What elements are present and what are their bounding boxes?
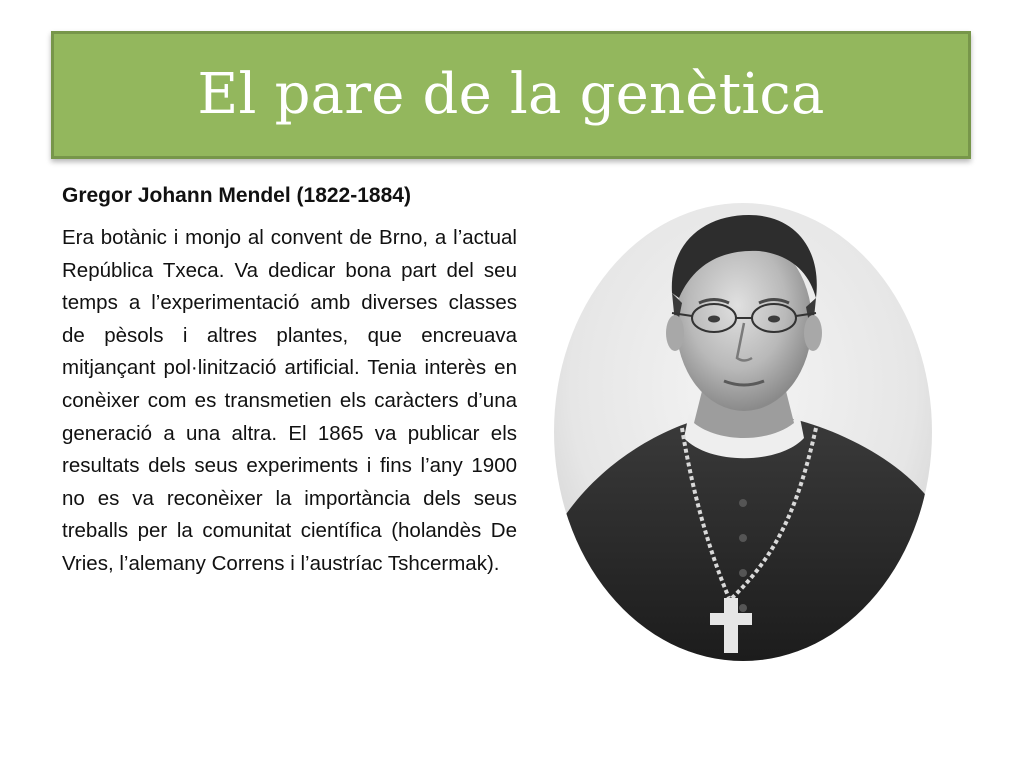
body-paragraph: Era botànic i monjo al convent de Brno, a l’actual República Txeca. Va dedicar bona part del seu temps a l’experimentació amb diverses classes de pèsols i altres plantes, que encreuava mitjançant pol·linització artificial. Tenia interès en conèixer com es transmetien els caràcters d’una generació a una altra. El 1865 va publicar els resultats dels seus experiments i fins l’any 1900 no es va reconèixer la importància dels seus treballs per la comunitat científica (holandès De Vries, l’alemany Correns i l’austríac Tshcermak). bbox=[62, 226, 517, 575]
subtitle: Gregor Johann Mendel (1822-1884) bbox=[62, 184, 411, 207]
portrait-image bbox=[554, 203, 932, 661]
title-banner bbox=[51, 31, 971, 159]
mendel-portrait bbox=[554, 203, 932, 661]
slide-title: El pare de la genètica bbox=[197, 62, 825, 127]
text-content bbox=[62, 182, 517, 581]
